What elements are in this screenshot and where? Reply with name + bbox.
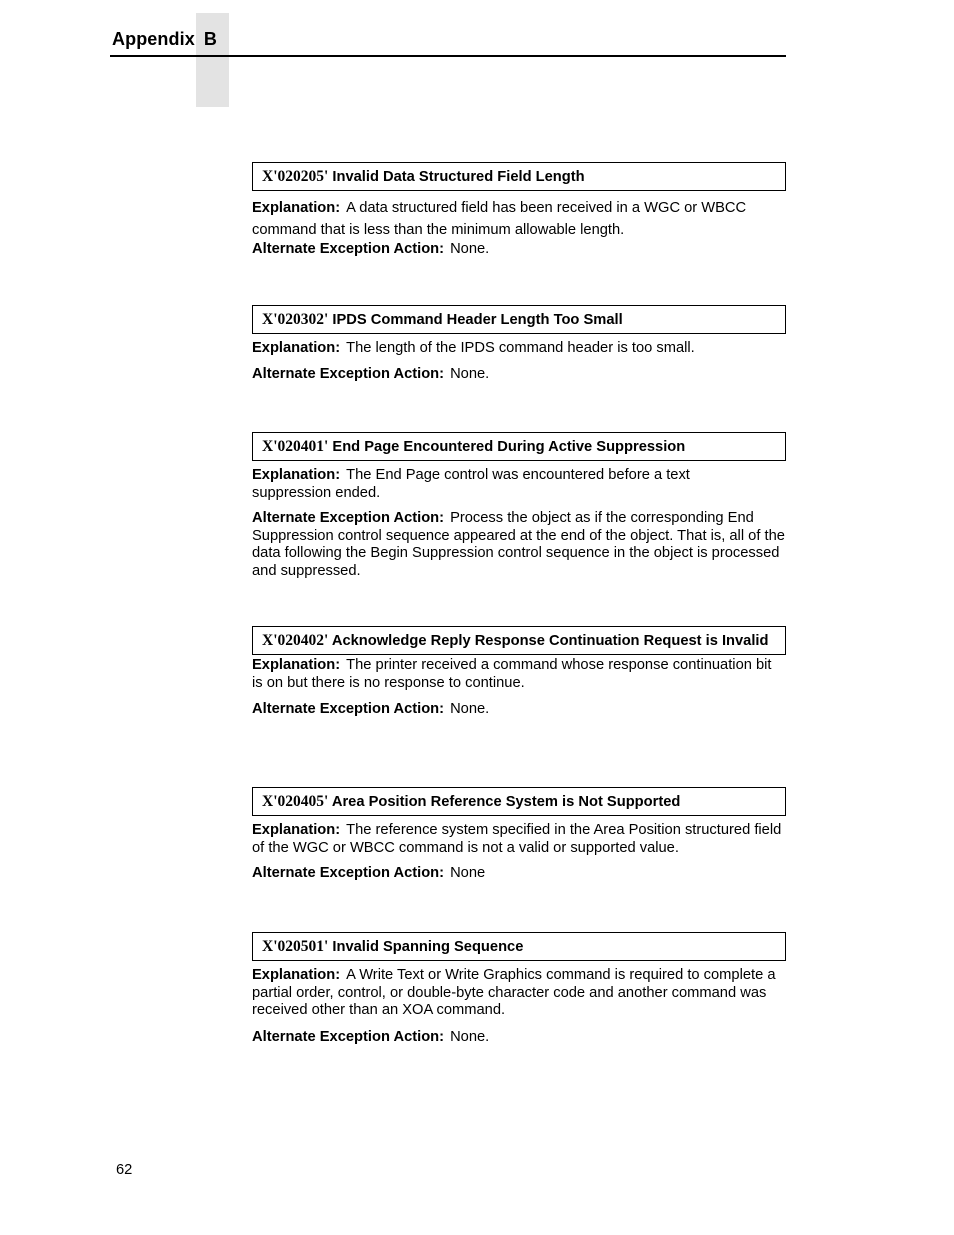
alternate-action-text: None [450,865,486,881]
alternate-action-text: None. [450,1028,490,1045]
explanation-text: The length of the IPDS command header is too small. [346,340,695,356]
error-code: X'020405' [262,793,329,810]
error-code: X'020402' [262,632,329,649]
entry-heading [252,932,786,961]
alternate-action-label: Alternate Exception Action: [252,510,445,526]
alternate-action-text: None. [450,701,490,717]
error-title: End Page Encountered During Active Suppression [332,439,686,455]
alternate-action-paragraph [252,701,786,719]
explanation-label: Explanation: [252,822,341,838]
explanation-paragraph [252,340,786,358]
error-code: X'020205' [262,168,329,185]
alternate-action-text: None. [450,241,490,257]
explanation-paragraph [252,197,786,241]
error-entry [252,305,786,383]
header-letter: B [203,29,217,49]
explanation-text: The reference system specified in the Area Position structured field of the WGC or WBCC command is not a valid or supported value. [252,822,782,856]
error-code: X'020302' [262,311,329,328]
alternate-action-paragraph [252,510,786,580]
alternate-action-paragraph [252,865,786,883]
entry-heading [252,626,786,655]
error-entry [252,162,786,259]
alternate-action-label: Alternate Exception Action: [252,365,445,382]
explanation-label: Explanation: [252,467,341,483]
page-number: 62 [116,1162,133,1178]
error-code: X'020501' [262,938,329,955]
error-title: Invalid Spanning Sequence [332,939,524,955]
error-entry [252,787,786,883]
explanation-label: Explanation: [252,657,341,673]
explanation-text: A data structured field has been received in a WGC or WBCC command that is less than the minimum allowable length. [252,200,747,238]
explanation-paragraph [252,657,786,692]
explanation-label: Explanation: [252,967,341,983]
alternate-action-label: Alternate Exception Action: [252,1028,445,1045]
entry-heading [252,787,786,816]
alternate-action-paragraph [252,1029,786,1047]
error-title: IPDS Command Header Length Too Small [332,312,623,328]
alternate-action-paragraph [252,241,786,259]
page-header [112,29,217,50]
explanation-paragraph [252,967,786,1020]
error-entry [252,626,786,719]
error-title: Acknowledge Reply Response Continuation Request is Invalid [331,633,769,649]
header-tab-decoration [196,13,229,107]
alternate-action-text: None. [450,365,490,382]
alternate-action-paragraph [252,366,786,384]
explanation-label: Explanation: [252,200,341,216]
entry-heading [252,305,786,334]
explanation-paragraph [252,822,786,857]
explanation-text: A Write Text or Write Graphics command is required to complete a partial order, control, or double-byte character code and another command was received other than an XOA command. [252,967,776,1018]
entry-heading [252,162,786,191]
entry-heading [252,432,786,461]
header-rule [110,55,786,57]
header-title: Appendix [112,29,195,49]
alternate-action-text: Process the object as if the corresponding End Suppression control sequence appeared at the end of the object. That is, all of the data following the Begin Suppression control sequence in the object is processed and suppressed. [252,510,785,579]
explanation-label: Explanation: [252,340,341,356]
error-title: Area Position Reference System is Not Supported [331,794,681,810]
error-title: Invalid Data Structured Field Length [332,169,585,185]
explanation-paragraph [252,467,732,502]
explanation-text: The printer received a command whose response continuation bit is on but there is no response to continue. [252,657,772,691]
alternate-action-label: Alternate Exception Action: [252,701,445,717]
error-code: X'020401' [262,438,329,455]
explanation-text: The End Page control was encountered before a text suppression ended. [252,467,690,501]
error-entry [252,932,786,1046]
alternate-action-label: Alternate Exception Action: [252,241,445,257]
alternate-action-label: Alternate Exception Action: [252,865,445,881]
error-entry [252,432,786,580]
